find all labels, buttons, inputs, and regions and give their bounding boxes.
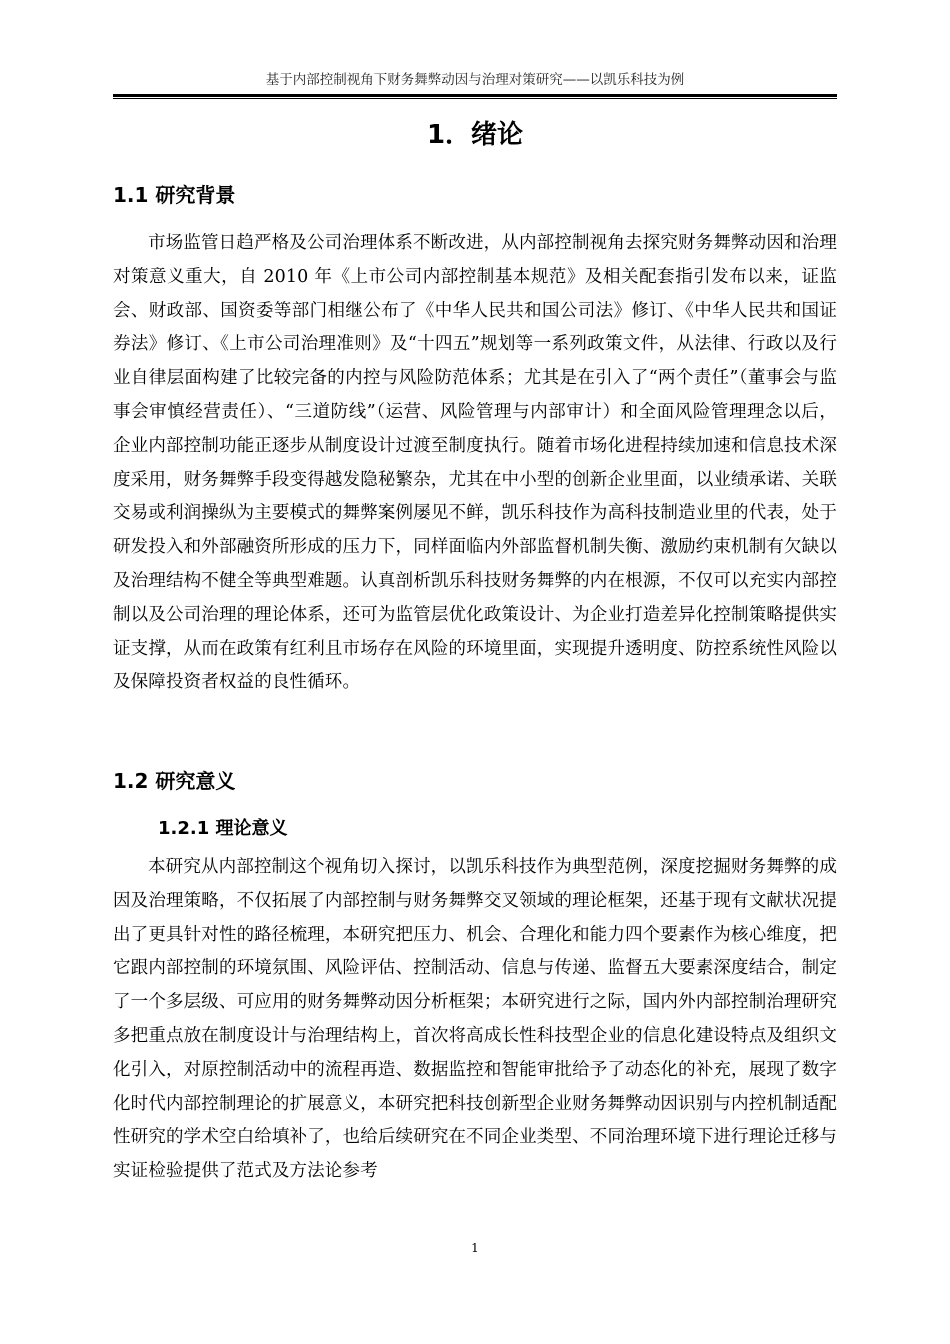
paragraph-theory: 本研究从内部控制这个视角切入探讨，以凯乐科技作为典型范例，深度挖掘财务舞弊的成因及治理策略，不仅拓展了内部控制与财务舞弊交叉领域的理论框架，还基于现有文献状况提出了更具针对性的路径梳理，本研究把压力、机会、合理化和能力四个要素作为核心维度，把它跟内部控制的环境氛围、风险评估、控制活动、信息与传递、监督五大要素深度结合，制定了一个多层级、可应用的财务舞弊动因分析框架；本研究进行之际，国内外内部控制治理研究多把重点放在制度设计与治理结构上，首次将高成长性科技型企业的信息化建设特点及组织文化引入，对原控制活动中的流程再造、数据监控和智能审批给予了动态化的补充，展现了数字化时代内部控制理论的扩展意义，本研究把科技创新型企业财务舞弊动因识别与内控机制适配性研究的学术空白给填补了，也给后续研究在不同企业类型、不同治理环境下进行理论迁移与实证检验提供了范式及方法论参考 (113, 857, 837, 1182)
paragraph-background: 市场监管日趋严格及公司治理体系不断改进，从内部控制视角去探究财务舞弊动因和治理对策意义重大，自 2010 年《上市公司内部控制基本规范》及相关配套指引发布以来，证监会、财政部、国资委等部门相继公布了《中华人民共和国公司法》修订、《中华人民共和国证券法》修订、《上市公司治理准则》及“十四五”规划等一系列政策文件，从法律、行政以及行业自律层面构建了比较完备的内控与风险防范体系；尤其是在引入了“两个责任”（董事会与监事会审慎经营责任）、“三道防线”（运营、风险管理与内部审计）和全面风险管理理念以后，企业内部控制功能正逐步从制度设计过渡至制度执行。随着市场化进程持续加速和信息技术深度采用，财务舞弊手段变得越发隐秘繁杂，尤其在中小型的创新企业里面，以业绩承诺、关联交易或利润操纵为主要模式的舞弊案例屡见不鲜，凯乐科技作为高科技制造业里的代表，处于研发投入和外部融资所形成的压力下，同样面临内外部监督机制失衡、激励约束机制有欠缺以及治理结构不健全等典型难题。认真剖析凯乐科技财务舞弊的内在根源，不仅可以充实内部控制以及公司治理的理论体系，还可为监管层优化政策设计、为企业打造差异化控制策略提供实证支撑，从而在政策有红利且市场存在风险的环境里面，实现提升透明度、防控系统性风险以及保障投资者权益的良性循环。 (113, 233, 837, 693)
section-heading-significance: 1.2 研究意义 (113, 769, 236, 793)
section-heading-background: 1.1 研究背景 (113, 183, 236, 207)
subsection-heading-theory: 1.2.1 理论意义 (158, 818, 288, 839)
running-header: 基于内部控制视角下财务舞弊动因与治理对策研究——以凯乐科技为例 (265, 72, 685, 88)
header-rule (113, 94, 837, 99)
page-number: 1 (471, 1241, 479, 1255)
chapter-title: 1．绪论 (426, 120, 524, 150)
